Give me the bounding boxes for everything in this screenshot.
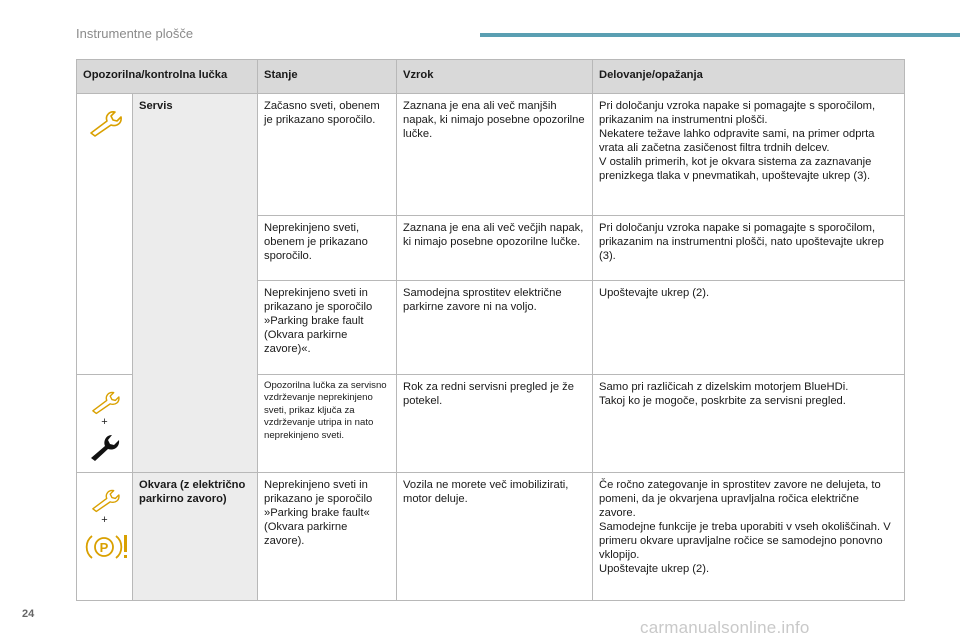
column-header-state: Stanje [258, 60, 397, 94]
column-header-lamp: Opozorilna/kontrolna lučka [77, 60, 258, 94]
action-cell: Samo pri različicah z dizelskim motorjem BlueHDi. Takoj ko je mogoče, poskrbite za servisni pregled. [593, 375, 905, 473]
action-cell: Če ročno zategovanje in sprostitev zavore ne delujeta, to pomeni, da je okvarjena upravljalna ročica električne zavore. Samodejne funkcije je treba uporabiti v vseh okoliščinah. V primeru okvare upravljalne ročice se samodejno ponovno vklopijo. Upoštevajte ukrep (2). [593, 473, 905, 601]
cause-cell: Zaznana je ena ali več manjših napak, ki nimajo posebne opozorilne lučke. [397, 94, 593, 216]
state-label-okvara: Okvara (z električno parkirno zavoro) [133, 473, 258, 601]
condition-cell: Začasno sveti, obenem je prikazano sporočilo. [258, 94, 397, 216]
column-header-cause: Vzrok [397, 60, 593, 94]
header-accent-bar [480, 33, 960, 37]
wrench-solid-icon [87, 432, 123, 462]
table-header-row [77, 60, 905, 94]
icon-cell [77, 473, 133, 601]
table-row [77, 94, 905, 216]
watermark-text: carmanualsonline.info [640, 618, 810, 637]
parking-brake-warning-icon [83, 532, 133, 562]
icon-cell [77, 94, 133, 375]
section-title: Instrumentne plošče [76, 26, 194, 41]
action-cell: Pri določanju vzroka napake si pomagajte s sporočilom, prikazanim na instrumentni plošči, nato upoštevajte ukrep (3). [593, 216, 905, 281]
svg-text:P: P [99, 540, 109, 555]
condition-cell: Neprekinjeno sveti, obenem je prikazano sporočilo. [258, 216, 397, 281]
action-cell: Upoštevajte ukrep (2). [593, 281, 905, 375]
cause-cell: Zaznana je ena ali več večjih napak, ki nimajo posebne opozorilne lučke. [397, 216, 593, 281]
cause-cell: Vozila ne morete več imobilizirati, motor deluje. [397, 473, 593, 601]
service-wrench-outline-icon [85, 390, 125, 416]
plus-sign: + [101, 514, 108, 526]
condition-cell: Neprekinjeno sveti in prikazano je sporočilo »Parking brake fault (Okvara parkirne zavore)«. [258, 281, 397, 375]
cause-cell: Samodejna sprostitev električne parkirne zavore ni na voljo. [397, 281, 593, 375]
table-row [77, 473, 905, 601]
page-number: 24 [22, 608, 35, 620]
service-wrench-outline-icon [85, 109, 125, 139]
action-cell: Pri določanju vzroka napake si pomagajte s sporočilom, prikazanim na instrumentni plošči. Nekatere težave lahko odpravite sami, na primer odprta vrata ali začetna zasičenost filtra trdnih delcev. V ostalih primerih, kot je okvara sistema za zaznavanje prenizkega tlaka v pnevmatikah, upoštevajte ukrep (3). [593, 94, 905, 216]
icon-cell [77, 375, 133, 473]
condition-cell: Opozorilna lučka za servisno vzdrževanje neprekinjeno sveti, prikaz ključa za vzdrževanje utripa in nato neprekinjeno sveti. [258, 375, 397, 473]
column-header-action: Delovanje/opažanja [593, 60, 905, 94]
cause-cell: Rok za redni servisni pregled je že potekel. [397, 375, 593, 473]
plus-sign: + [101, 416, 108, 428]
state-label-servis: Servis [133, 94, 258, 473]
service-wrench-outline-icon [85, 488, 125, 514]
condition-cell: Neprekinjeno sveti in prikazano je sporočilo »Parking brake fault« (Okvara parkirne zavore). [258, 473, 397, 601]
warning-lights-table [76, 59, 905, 601]
